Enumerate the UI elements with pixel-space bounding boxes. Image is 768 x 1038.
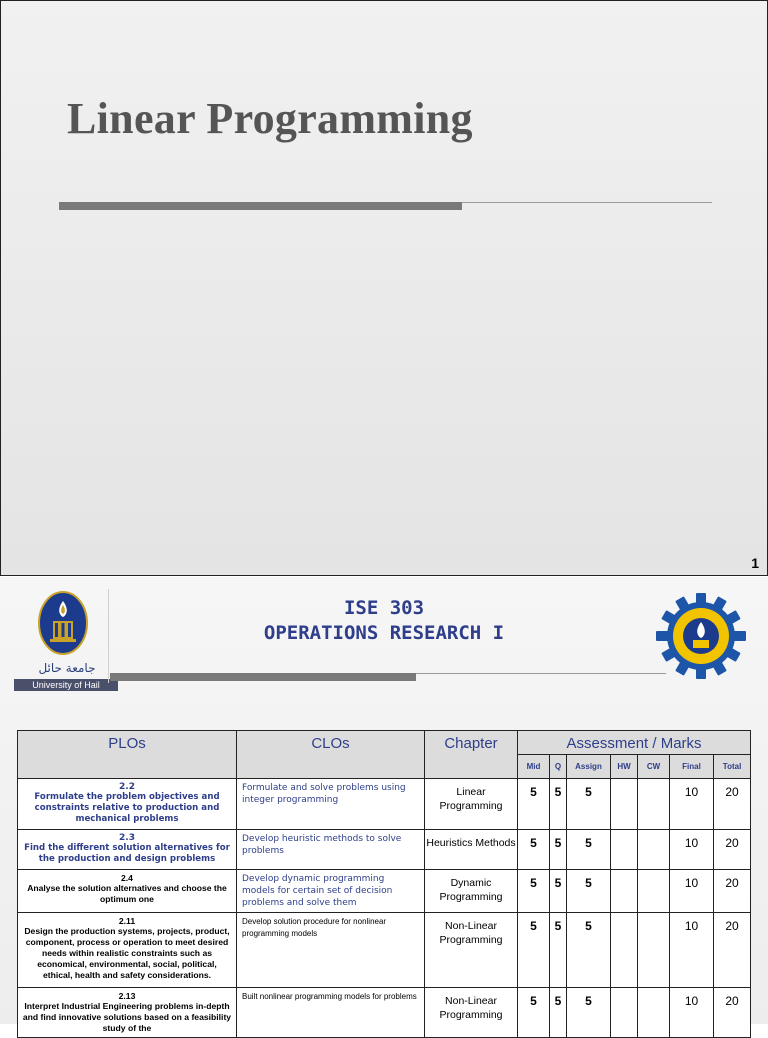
plo-number: 2.3 bbox=[119, 833, 135, 843]
mark-cw bbox=[638, 779, 670, 830]
mark-cw bbox=[638, 870, 670, 913]
plo-cell bbox=[18, 779, 237, 830]
mark-assign: 5 bbox=[567, 988, 611, 1038]
mark-mid: 5 bbox=[518, 779, 550, 830]
mark-final: 10 bbox=[670, 779, 714, 830]
plo-number: 2.11 bbox=[118, 916, 136, 926]
mark-final: 10 bbox=[670, 988, 714, 1038]
university-arabic-name: جامعة حائل bbox=[38, 661, 96, 675]
mark-mid: 5 bbox=[518, 870, 550, 913]
chapter-cell: Non-Linear Programming bbox=[425, 988, 518, 1038]
subheader-mid: Mid bbox=[518, 755, 550, 779]
title-underline-thick bbox=[59, 202, 462, 210]
mark-q: 5 bbox=[550, 913, 567, 988]
mark-cw bbox=[638, 830, 670, 870]
subheader-hw: HW bbox=[611, 755, 638, 779]
chapter-cell: Non-Linear Programming bbox=[425, 913, 518, 988]
mark-assign: 5 bbox=[567, 870, 611, 913]
mark-total: 20 bbox=[714, 988, 751, 1038]
clo-cell: Built nonlinear programming models for problems bbox=[237, 988, 425, 1038]
table-row bbox=[18, 913, 751, 988]
subheader-cw: CW bbox=[638, 755, 670, 779]
university-crest-icon bbox=[38, 591, 88, 655]
mark-mid: 5 bbox=[518, 830, 550, 870]
chapter-cell: Dynamic Programming bbox=[425, 870, 518, 913]
chapter-cell: Linear Programming bbox=[425, 779, 518, 830]
plo-description: Interpret Industrial Engineering problems in-depth and find innovative solutions based on a feasibility study of the bbox=[22, 1001, 232, 1033]
mark-assign: 5 bbox=[567, 913, 611, 988]
university-english-name: University of Hail bbox=[14, 679, 118, 691]
mark-hw bbox=[611, 779, 638, 830]
header-plos: PLOs bbox=[18, 731, 237, 779]
title-underline-thin bbox=[462, 202, 712, 203]
mark-final: 10 bbox=[670, 870, 714, 913]
plo-description: Formulate the problem objectives and constraints relative to production and mechanical problems bbox=[34, 792, 220, 824]
clo-cell: Develop dynamic programming models for certain set of decision problems and solve them bbox=[237, 870, 425, 913]
mark-hw bbox=[611, 988, 638, 1038]
mark-mid: 5 bbox=[518, 913, 550, 988]
table-row bbox=[18, 779, 751, 830]
plo-clo-assessment-table bbox=[17, 730, 751, 1038]
plo-number: 2.13 bbox=[118, 991, 136, 1001]
mark-cw bbox=[638, 913, 670, 988]
mark-total: 20 bbox=[714, 779, 751, 830]
slide-title: Linear Programming bbox=[67, 94, 473, 143]
plo-cell bbox=[18, 870, 237, 913]
mark-mid: 5 bbox=[518, 988, 550, 1038]
mark-q: 5 bbox=[550, 870, 567, 913]
mark-assign: 5 bbox=[567, 779, 611, 830]
university-logo bbox=[12, 587, 110, 690]
plo-description: Find the different solution alternatives for the production and design problems bbox=[24, 843, 230, 864]
course-code: ISE 303 bbox=[343, 597, 425, 619]
plo-number: 2.2 bbox=[119, 782, 135, 792]
plo-number: 2.4 bbox=[121, 873, 133, 883]
mark-hw bbox=[611, 870, 638, 913]
plo-cell bbox=[18, 913, 237, 988]
plo-description: Analyse the solution alternatives and choose the optimum one bbox=[27, 883, 227, 904]
mark-q: 5 bbox=[550, 830, 567, 870]
mark-final: 10 bbox=[670, 913, 714, 988]
page-number: 1 bbox=[751, 555, 759, 571]
subheader-assign: Assign bbox=[567, 755, 611, 779]
mark-hw bbox=[611, 913, 638, 988]
subheader-final: Final bbox=[670, 755, 714, 779]
plo-cell bbox=[18, 830, 237, 870]
clo-cell: Formulate and solve problems using integer programming bbox=[237, 779, 425, 830]
mark-final: 10 bbox=[670, 830, 714, 870]
course-name: OPERATIONS RESEARCH I bbox=[263, 622, 505, 644]
slide-2 bbox=[0, 577, 768, 1033]
table-row bbox=[18, 988, 751, 1038]
header-underline-thick bbox=[110, 673, 416, 681]
table-row bbox=[18, 870, 751, 913]
mark-hw bbox=[611, 830, 638, 870]
mark-total: 20 bbox=[714, 913, 751, 988]
subheader-q: Q bbox=[550, 755, 567, 779]
mark-total: 20 bbox=[714, 870, 751, 913]
header-underline-thin bbox=[416, 673, 666, 674]
mark-q: 5 bbox=[550, 988, 567, 1038]
header-assessment: Assessment / Marks bbox=[518, 731, 751, 755]
logo-divider bbox=[108, 589, 109, 683]
chapter-cell: Heuristics Methods bbox=[425, 830, 518, 870]
plo-description: Design the production systems, projects, product, component, process or operation to meet desired needs within realistic constraints such as economical, environmental, social, political, ethical, health and safety considerations. bbox=[24, 926, 230, 980]
department-gear-logo-icon bbox=[656, 593, 746, 679]
mark-q: 5 bbox=[550, 779, 567, 830]
header-chapter: Chapter bbox=[425, 731, 518, 779]
plo-cell bbox=[18, 988, 237, 1038]
subheader-total: Total bbox=[714, 755, 751, 779]
mark-assign: 5 bbox=[567, 830, 611, 870]
mark-cw bbox=[638, 988, 670, 1038]
header-clos: CLOs bbox=[237, 731, 425, 779]
mark-total: 20 bbox=[714, 830, 751, 870]
table-row bbox=[18, 830, 751, 870]
clo-cell: Develop heuristic methods to solve problems bbox=[237, 830, 425, 870]
clo-cell: Develop solution procedure for nonlinear programming models bbox=[237, 913, 425, 988]
